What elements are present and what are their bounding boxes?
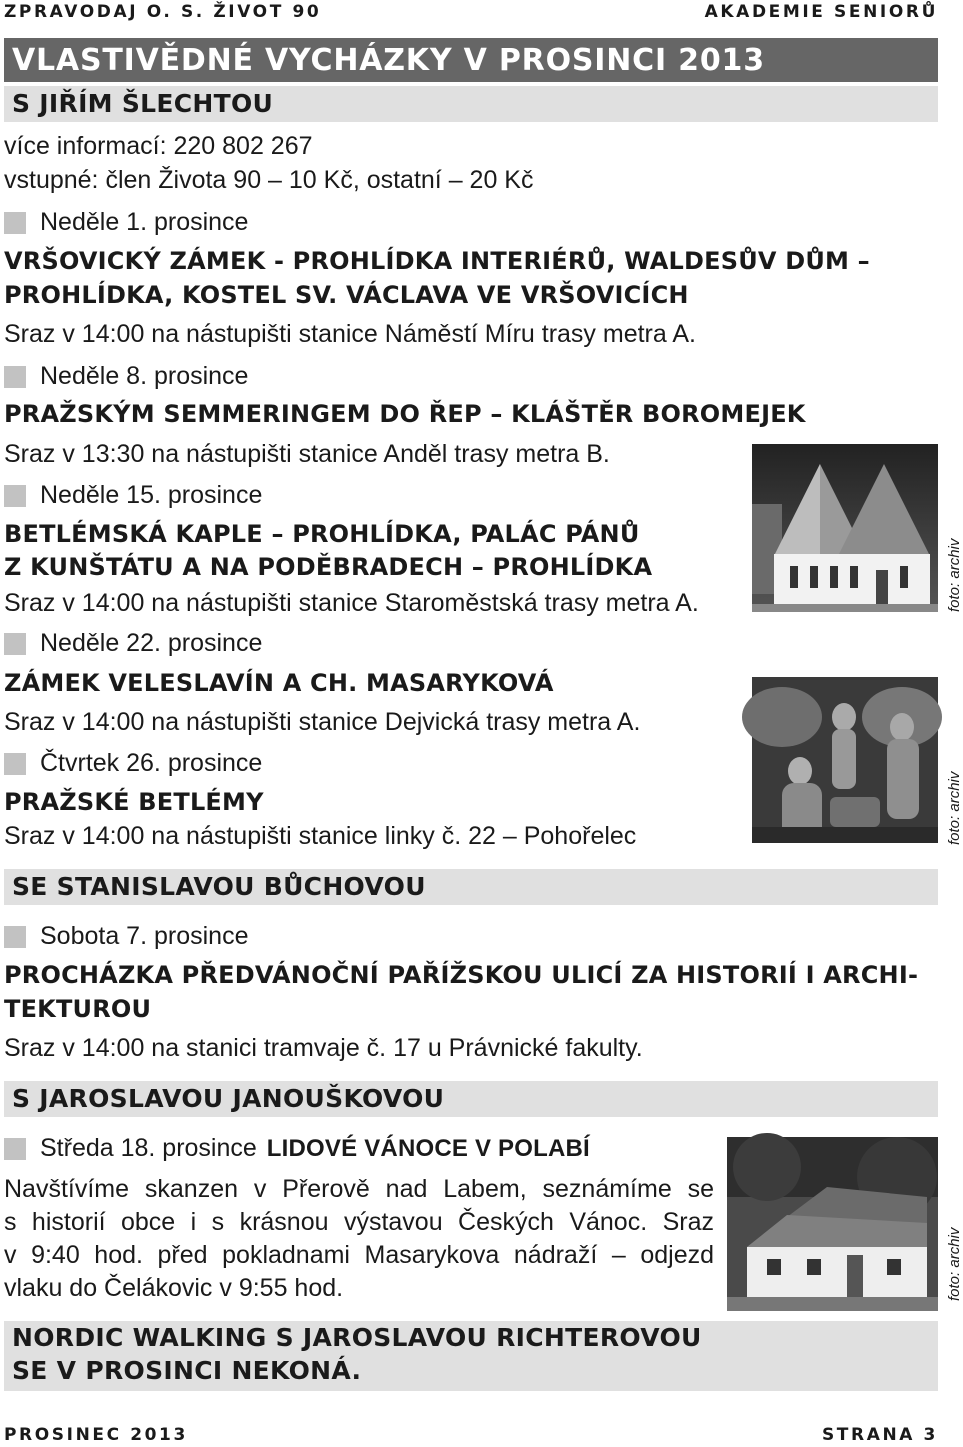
bullet-square-icon xyxy=(4,633,26,655)
meeting-info: Sraz v 14:00 na nástupišti stanice Náměstí Míru trasy metra A. xyxy=(4,320,696,348)
event-date-text: Sobota 7. prosince xyxy=(40,922,249,950)
meeting-info: Sraz v 14:00 na nástupišti stanice linky č. 22 – Pohořelec xyxy=(4,822,637,850)
bullet-square-icon xyxy=(4,212,26,234)
info-phone: více informací: 220 802 267 xyxy=(4,132,313,160)
notice-text: NORDIC WALKING S JAROSLAVOU RICHTEROVOU xyxy=(12,1323,702,1352)
bullet-square-icon xyxy=(4,1138,26,1160)
description-line: vlaku do Čelákovic v 9:55 hod. xyxy=(4,1274,344,1302)
event-title: PROHLÍDKA, KOSTEL SV. VÁCLAVA VE VRŠOVICÍCH xyxy=(4,281,689,309)
footer-issue: PROSINEC 2013 xyxy=(4,1425,188,1445)
event-date-text: Čtvrtek 26. prosince xyxy=(40,749,263,777)
description-line: s historií obce i s krásnou výstavou Českých Vánoc. Sraz xyxy=(4,1208,714,1236)
event-date xyxy=(4,749,262,778)
event-date xyxy=(4,208,248,237)
description-line: Navštívíme skanzen v Přerově nad Labem, seznámíme se xyxy=(4,1175,714,1203)
page-number: STRANA 3 xyxy=(821,1425,938,1445)
event-date xyxy=(4,629,262,658)
event-title: PRAŽSKÝM SEMMERINGEM DO ŘEP – KLÁŠTĚR BOROMEJEK xyxy=(4,400,806,428)
event-date xyxy=(4,922,248,951)
event-date-text: Středa 18. prosince xyxy=(40,1134,257,1162)
fee-line: vstupné: člen Života 90 – 10 Kč, ostatní – 20 Kč xyxy=(4,166,534,194)
event-title: ZÁMEK VELESLAVÍN A CH. MASARYKOVÁ xyxy=(4,669,554,697)
section-heading-bar xyxy=(4,86,938,122)
cottage-photo xyxy=(727,1137,938,1311)
event-title: PROCHÁZKA PŘEDVÁNOČNÍ PAŘÍŽSKOU ULICÍ ZA HISTORIÍ I ARCHI- xyxy=(4,961,919,989)
event-date xyxy=(4,362,248,391)
event-date xyxy=(4,1134,590,1163)
event-title: LIDOVÉ VÁNOCE V POLABÍ xyxy=(266,1134,590,1162)
event-title: BETLÉMSKÁ KAPLE – PROHLÍDKA, PALÁC PÁNŮ xyxy=(4,520,640,548)
meeting-info: Sraz v 14:00 na nástupišti stanice Staroměstská trasy metra A. xyxy=(4,589,699,617)
photo-credit: foto: archiv xyxy=(946,771,963,845)
event-title: Z KUNŠTÁTU A NA PODĚBRADECH – PROHLÍDKA xyxy=(4,553,653,581)
bullet-square-icon xyxy=(4,485,26,507)
running-header-left: ZPRAVODAJ O. S. ŽIVOT 90 xyxy=(4,2,322,22)
section-heading-bar xyxy=(4,869,938,905)
event-title: PRAŽSKÉ BETLÉMY xyxy=(4,788,264,816)
event-description xyxy=(4,1173,714,1305)
meeting-info: Sraz v 13:30 na nástupišti stanice Anděl trasy metra B. xyxy=(4,440,610,468)
photo-credit: foto: archiv xyxy=(946,538,963,612)
section-heading: SE STANISLAVOU BŮCHOVOU xyxy=(12,872,426,901)
description-line: v 9:40 hod. před pokladnami Masarykova nádraží – odjezd xyxy=(4,1241,714,1269)
section-heading-bar xyxy=(4,1081,938,1117)
meeting-info: Sraz v 14:00 na stanici tramvaje č. 17 u Právnické fakulty. xyxy=(4,1034,643,1062)
page-title: VLASTIVĚDNÉ VYCHÁZKY V PROSINCI 2013 xyxy=(12,43,765,78)
bullet-square-icon xyxy=(4,753,26,775)
meeting-info: Sraz v 14:00 na nástupišti stanice Dejvická trasy metra A. xyxy=(4,708,641,736)
photo-credit: foto: archiv xyxy=(946,1227,963,1301)
event-date xyxy=(4,481,262,510)
event-date-text: Neděle 8. prosince xyxy=(40,362,249,390)
bullet-square-icon xyxy=(4,366,26,388)
chapel-photo xyxy=(752,444,938,612)
section-heading: S JAROSLAVOU JANOUŠKOVOU xyxy=(12,1084,445,1113)
event-date-text: Neděle 22. prosince xyxy=(40,629,263,657)
event-title: VRŠOVICKÝ ZÁMEK - PROHLÍDKA INTERIÉRŮ, WALDESŮV DŮM – xyxy=(4,247,870,275)
title-bar xyxy=(4,38,938,82)
notice-bar xyxy=(4,1321,938,1391)
running-header-right: AKADEMIE SENIORŮ xyxy=(704,2,938,22)
event-date-text: Neděle 15. prosince xyxy=(40,481,263,509)
notice-text: SE V PROSINCI NEKONÁ. xyxy=(12,1356,362,1385)
bullet-square-icon xyxy=(4,926,26,948)
nativity-photo xyxy=(752,677,938,843)
section-heading: S JIŘÍM ŠLECHTOU xyxy=(12,89,274,118)
event-date-text: Neděle 1. prosince xyxy=(40,208,249,236)
event-title: TEKTUROU xyxy=(4,995,152,1023)
